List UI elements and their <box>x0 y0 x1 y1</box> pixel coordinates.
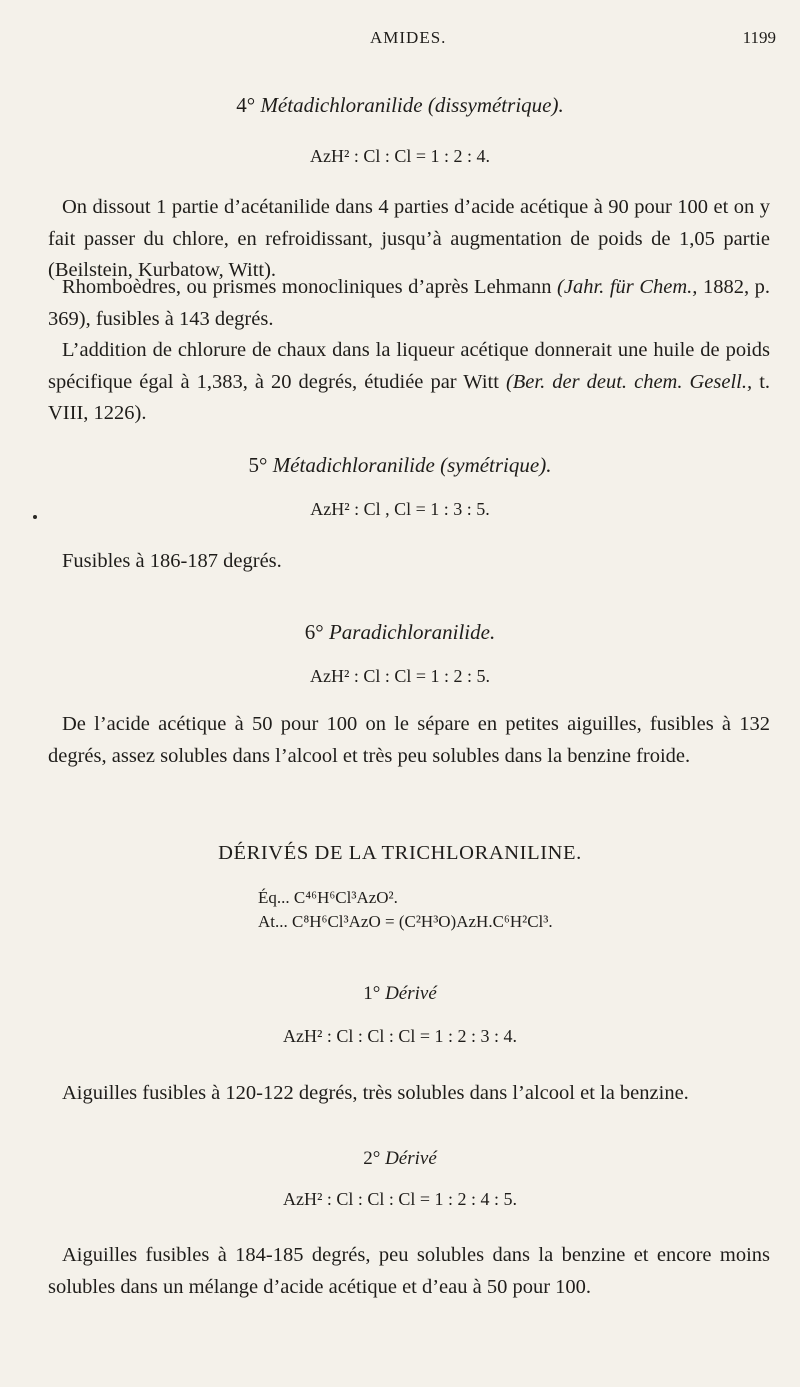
section-4-title: Métadichloranilide <box>260 93 423 117</box>
section-6-paragraph: De l’acide acétique à 50 pour 100 on le sépare en petites aiguilles, fusibles à 132 degrés, assez solubles dans l’alcool et très peu solubles dans la benzine froide. <box>48 713 770 767</box>
derive-1-heading <box>0 983 800 1005</box>
derive-2-formula: AzH² : Cl : Cl : Cl = 1 : 2 : 4 : 5. <box>282 1189 518 1209</box>
derive-1-title: Dérivé <box>385 983 437 1004</box>
eq-label: Éq... <box>258 888 290 907</box>
section-4-qualifier: (dissymétrique). <box>427 93 564 117</box>
derive-2-title: Dérivé <box>385 1148 437 1169</box>
derive-1-number: 1° <box>363 983 381 1004</box>
section-4-p3-citation: (Ber. der deut. chem. Gesell., <box>505 370 753 393</box>
derive-1-paragraph: Aiguilles fusibles à 120-122 degrés, très solubles dans l’alcool et la benzine. <box>62 1082 689 1104</box>
derive-2-number: 2° <box>363 1148 381 1169</box>
section-4-p3-end: t. VIII, 1226). <box>48 370 771 424</box>
derive-1-formula: AzH² : Cl : Cl : Cl = 1 : 2 : 3 : 4. <box>282 1026 518 1046</box>
section-6-heading <box>0 620 800 645</box>
section-4-paragraph-3 <box>48 335 770 430</box>
section-5-title: Métadichloranilide <box>272 453 435 477</box>
at-formula: C⁸H⁶Cl³AzO = (C²H³O)AzH.C⁶H²Cl³. <box>292 912 553 931</box>
section-4-number: 4° <box>236 93 256 117</box>
section-4-formula: AzH² : Cl : Cl = 1 : 2 : 4. <box>309 146 491 166</box>
section-5-qualifier: (symétrique). <box>440 453 552 477</box>
trichloraniline-title: DÉRIVÉS DE LA TRICHLORANILINE. <box>218 842 582 864</box>
section-4-paragraph-2 <box>48 272 770 335</box>
section-4-p3-text: L’addition de chlorure de chaux dans la liqueur acétique donnerait une huile de poids spécifique égal à 1,383, à 20 degrés, étudiée par Witt <box>48 339 770 393</box>
section-6-formula: AzH² : Cl : Cl = 1 : 2 : 5. <box>309 666 491 686</box>
section-5-paragraph: Fusibles à 186-187 degrés. <box>62 550 282 572</box>
section-5-heading <box>0 453 800 478</box>
page-number: 1199 <box>742 28 776 47</box>
derive-2-paragraph: Aiguilles fusibles à 184-185 degrés, peu solubles dans la benzine et encore moins solubles dans un mélange d’acide acétique et d’eau à 50 pour 100. <box>48 1244 770 1298</box>
section-4-p2-text: Rhomboèdres, ou prismes monocliniques d’après Lehmann <box>62 276 552 298</box>
page-header <box>0 28 800 58</box>
section-6-title: Paradichloranilide. <box>328 620 496 644</box>
eq-formula: C⁴⁶H⁶Cl³AzO². <box>293 888 398 907</box>
running-title: AMIDES. <box>370 28 447 47</box>
section-5-number: 5° <box>248 453 268 477</box>
equivalent-formula <box>258 887 398 909</box>
section-5-formula: AzH² : Cl , Cl = 1 : 3 : 5. <box>310 499 490 519</box>
derive-2-heading <box>0 1148 800 1170</box>
section-4-p2-end: 1882, p. 369), fusibles à 143 degrés. <box>48 276 771 330</box>
margin-dot <box>33 515 37 519</box>
atomic-formula <box>258 911 553 933</box>
section-4-heading <box>0 93 800 118</box>
section-6-number: 6° <box>304 620 324 644</box>
section-4-paragraph-1: On dissout 1 partie d’acétanilide dans 4 parties d’acide acétique à 90 pour 100 et on y fait passer du chlore, en refroidissant, jusqu’à augmentation de poids de 1,05 partie (Beilstein, Kurbatow, Witt). <box>48 196 770 281</box>
section-4-p2-citation: (Jahr. für Chem., <box>557 276 698 298</box>
at-label: At... <box>258 912 288 931</box>
